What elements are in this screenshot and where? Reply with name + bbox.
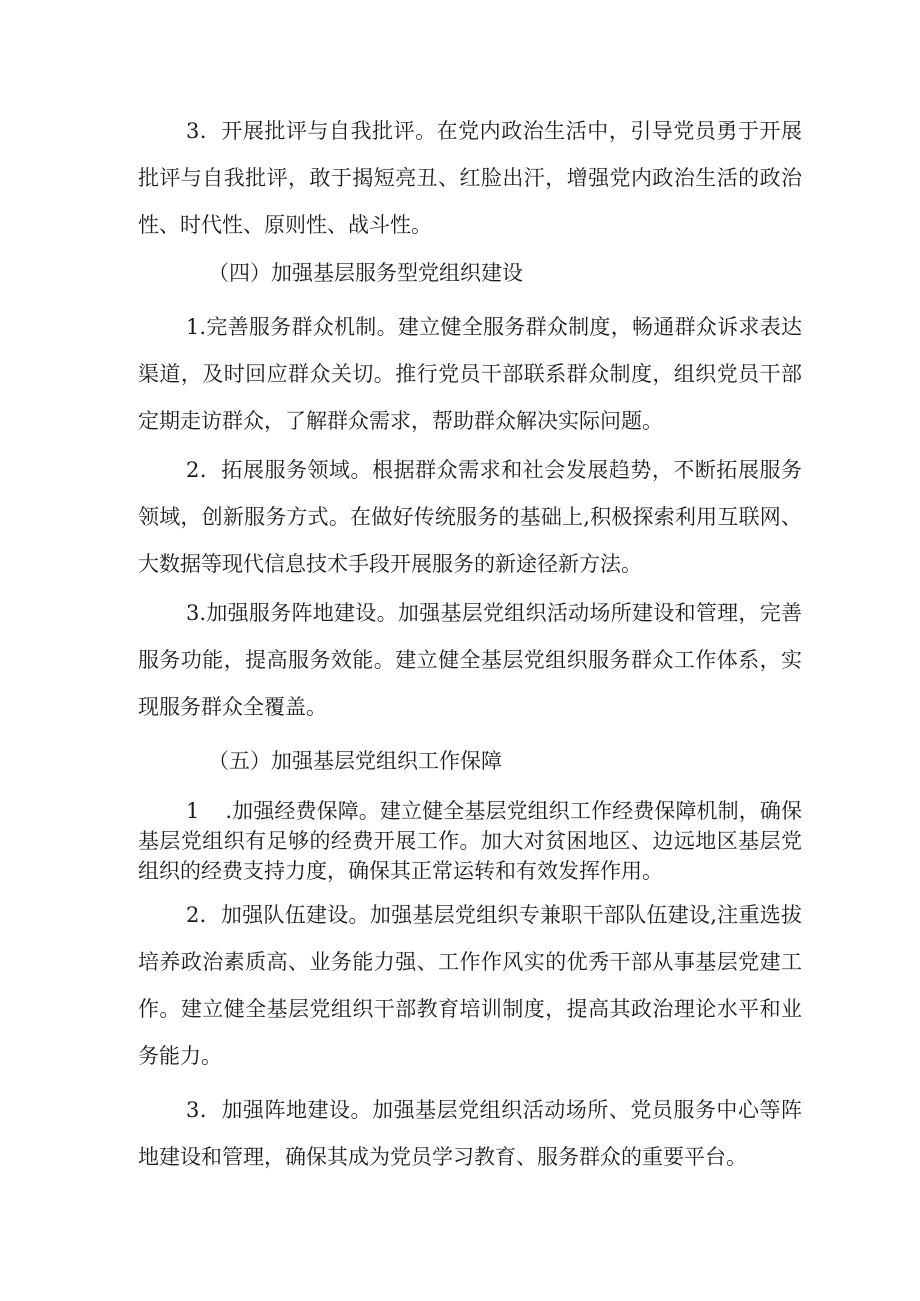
paragraph-team: 2．加强队伍建设。加强基层党组织专兼职干部队伍建设,注重选拔培养政治素质高、业务能力强、工作作风实的优秀干部从事基层党建工作。建立健全基层党组织干部教育培训制度，提高其政治理论水平和业务能力。 (138, 903, 802, 1068)
paragraph-funding (138, 796, 802, 886)
paragraph-base-construction: 3．加强阵地建设。加强基层党组织活动场所、党员服务中心等阵地建设和管理，确保其成为党员学习教育、服务群众的重要平台。 (138, 1098, 802, 1169)
paragraph-funding-number: 1 (186, 799, 200, 823)
section-heading-5: （五）加强基层党组织工作保障 (208, 749, 502, 773)
paragraph-criticism: 3．开展批评与自我批评。在党内政治生活中，引导党员勇于开展批评与自我批评，敢于揭短亮丑、红脸出汗，增强党内政治生活的政治性、时代性、原则性、战斗性。 (138, 119, 802, 237)
paragraph-service-base: 3.加强服务阵地建设。加强基层党组织活动场所建设和管理，完善服务功能，提高服务效能。建立健全基层党组织服务群众工作体系，实现服务群众全覆盖。 (138, 601, 802, 719)
paragraph-funding-text: .加强经费保障。建立健全基层党组织工作经费保障机制，确保基层党组织有足够的经费开展工作。加大对贫困地区、边远地区基层党组织的经费支持力度，确保其正常运转和有效发挥作用。 (138, 799, 802, 883)
paragraph-service-mechanism: 1.完善服务群众机制。建立健全服务群众制度，畅通群众诉求表达渠道，及时回应群众关切。推行党员干部联系群众制度，组织党员干部定期走访群众，了解群众需求，帮助群众解决实际问题。 (138, 315, 802, 433)
paragraph-service-fields: 2．拓展服务领域。根据群众需求和社会发展趋势，不断拓展服务领域，创新服务方式。在做好传统服务的基础上,积极探索利用互联网、大数据等现代信息技术手段开展服务的新途径新方法。 (138, 458, 802, 576)
section-heading-4: （四）加强基层服务型党组织建设 (208, 261, 523, 285)
